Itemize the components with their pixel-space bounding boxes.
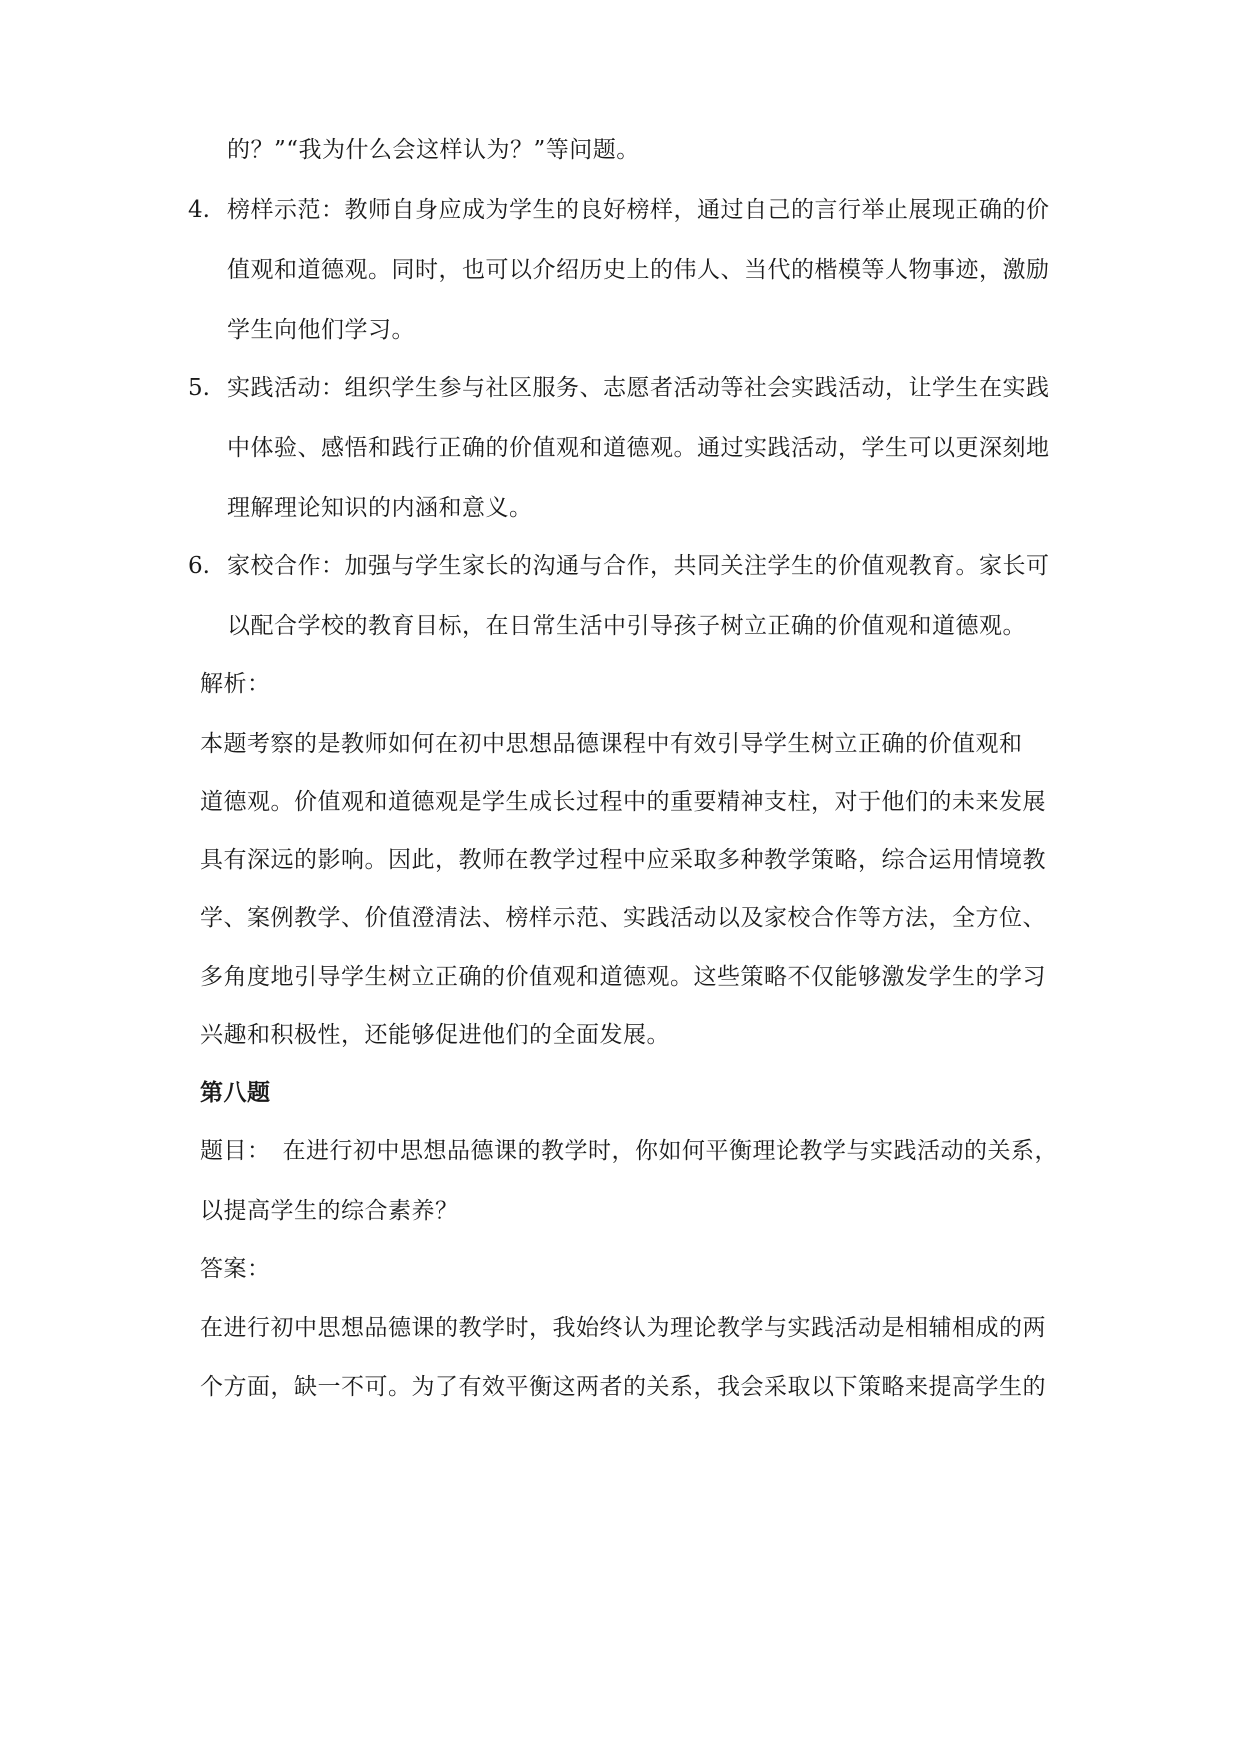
text-line: 学、案例教学、价值澄清法、榜样示范、实践活动以及家校合作等方法，全方位、 [200, 905, 1046, 931]
text-line: 具有深远的影响。因此，教师在教学过程中应采取多种教学策略，综合运用情境教 [200, 847, 1046, 873]
text-line: 本题考察的是教师如何在初中思想品德课程中有效引导学生树立正确的价值观和 [200, 731, 1023, 757]
text-line: 中体验、感悟和践行正确的价值观和道德观。通过实践活动，学生可以更深刻地 [227, 435, 1050, 461]
text-line: 兴趣和积极性，还能够促进他们的全面发展。 [200, 1022, 670, 1048]
text-line: 题目： 在进行初中思想品德课的教学时，你如何平衡理论教学与实践活动的关系， [200, 1138, 1058, 1164]
text-line: 的？”“我为什么会这样认为？”等问题。 [227, 137, 640, 163]
text-line: 家校合作：加强与学生家长的沟通与合作，共同关注学生的价值观教育。家长可 [227, 553, 1050, 579]
text-line: 道德观。价值观和道德观是学生成长过程中的重要精神支柱，对于他们的未来发展 [200, 789, 1046, 815]
text-line: 在进行初中思想品德课的教学时，我始终认为理论教学与实践活动是相辅相成的两 [200, 1315, 1046, 1341]
text-line: 个方面，缺一不可。为了有效平衡这两者的关系，我会采取以下策略来提高学生的 [200, 1374, 1046, 1400]
text-line: 榜样示范：教师自身应成为学生的良好榜样，通过自己的言行举止展现正确的价 [227, 197, 1050, 223]
section-label: 解析： [200, 671, 271, 697]
text-line: 学生向他们学习。 [227, 317, 415, 343]
list-number: 5. [188, 375, 210, 401]
section-label: 答案： [200, 1256, 271, 1282]
text-line: 以配合学校的教育目标，在日常生活中引导孩子树立正确的价值观和道德观。 [227, 613, 1026, 639]
text-line: 实践活动：组织学生参与社区服务、志愿者活动等社会实践活动，让学生在实践 [227, 375, 1050, 401]
text-line: 多角度地引导学生树立正确的价值观和道德观。这些策略不仅能够激发学生的学习 [200, 964, 1046, 990]
section-heading: 第八题 [200, 1079, 271, 1106]
text-line: 值观和道德观。同时，也可以介绍历史上的伟人、当代的楷模等人物事迹，激励 [227, 257, 1050, 283]
list-number: 6. [188, 553, 210, 579]
list-number: 4. [188, 197, 210, 223]
text-line: 以提高学生的综合素养？ [200, 1198, 459, 1224]
text-line: 理解理论知识的内涵和意义。 [227, 495, 533, 521]
